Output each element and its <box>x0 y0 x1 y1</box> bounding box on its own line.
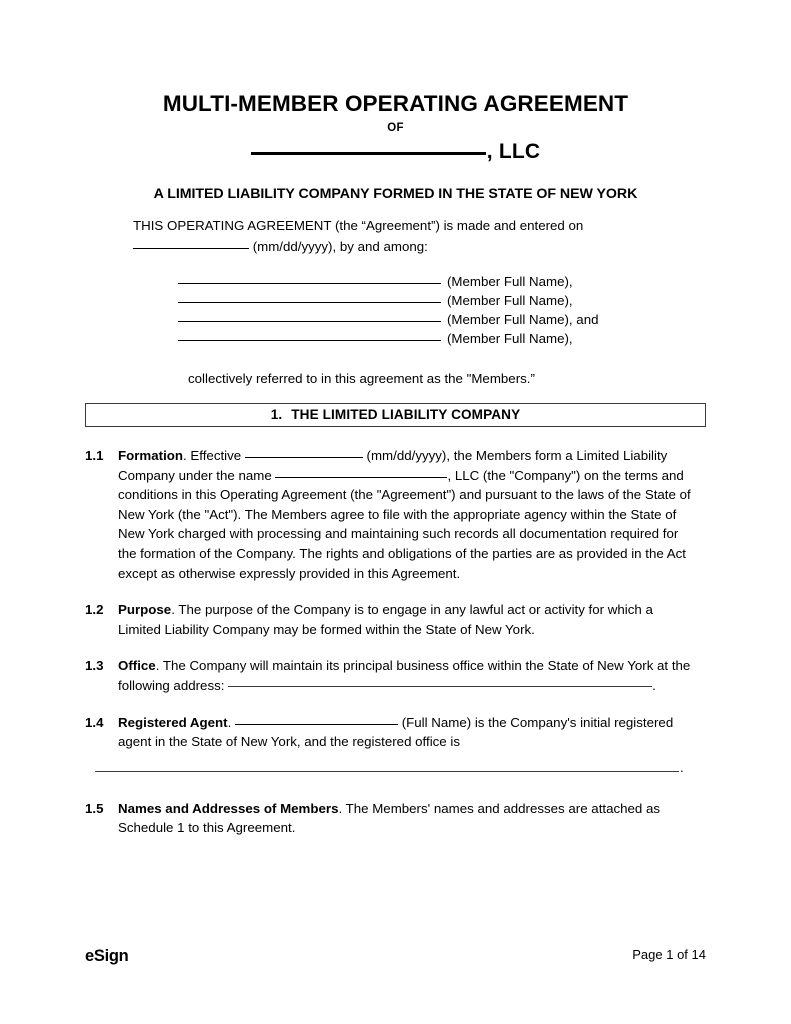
intro-line-2-suffix: (mm/dd/yyyy), by and among: <box>252 238 428 254</box>
clause-text-1-1-b: (mm/dd/yyyy), the Members form a Limited Liability Company under the name <box>118 448 668 483</box>
registered-office-line <box>118 758 699 782</box>
member-name-blank-1[interactable] <box>178 283 441 284</box>
clause-title-1-5: Names and Addresses of Members <box>118 800 339 816</box>
member-label-4: (Member Full Name), <box>447 331 573 346</box>
clause-title-1-1: Formation <box>118 448 184 463</box>
esign-logo: eSign <box>85 947 129 965</box>
member-name-blank-4[interactable] <box>178 340 441 341</box>
effective-date-blank[interactable] <box>133 248 249 249</box>
clause-text-1-5: . The Members' names and addresses are attached as Schedule 1 to this Agreement. <box>118 800 661 836</box>
registered-agent-name-blank[interactable] <box>235 724 398 725</box>
company-name-suffix: , LLC <box>486 140 541 164</box>
intro-line-1: THIS OPERATING AGREEMENT (the “Agreement”) is made and entered on <box>133 218 584 233</box>
list-item <box>178 329 598 348</box>
clause-title-1-4: Registered Agent <box>118 714 228 730</box>
member-name-blank-2[interactable] <box>178 302 441 303</box>
clause-1-5 <box>85 799 699 838</box>
page-subtitle: A LIMITED LIABILITY COMPANY FORMED IN THE STATE OF NEW YORK <box>153 186 638 203</box>
clause-text-1-2: . The purpose of the Company is to engage in any lawful act or activity for which a Limited Liability Company may be formed within the State of New York. <box>118 602 653 637</box>
clause-text-1-1-a: . Effective <box>183 448 245 463</box>
page-title: MULTI-MEMBER OPERATING AGREEMENT <box>162 91 629 116</box>
company-name-blank[interactable] <box>251 152 486 155</box>
clause-text-1-1-c: , LLC (the "Company") on the terms and conditions in this Operating Agreement (the "Agreement") and pursuant to the laws of the State of New York (the "Act"). The Members agree to file with the appropriate agency within the State of New York charged with processing and maintaining such records all documentation required for the formation of the Company. The rights and obligations of the parties are as provided in the Act except as otherwise expressly provided in this Agreement. <box>118 467 691 581</box>
section-title: THE LIMITED LIABILITY COMPANY <box>291 407 521 422</box>
clause-1-3 <box>85 656 699 695</box>
clause-number-1-5: 1.5 <box>85 800 104 816</box>
company-name-line <box>0 140 791 164</box>
member-name-blank-3[interactable] <box>178 321 441 322</box>
list-item <box>178 310 598 329</box>
clause-body-1-3 <box>118 656 699 695</box>
clause-number-1-1: 1.1 <box>85 448 104 463</box>
clause-text-1-3-a: . The Company will maintain its principal business office within the State of New York at the following address: <box>118 658 691 693</box>
page-number: Page 1 of 14 <box>632 947 706 962</box>
section-heading-box <box>85 403 706 427</box>
clause-text-1-4-c: . <box>680 759 684 775</box>
member-name-list <box>178 272 598 348</box>
clause-text-1-4-a: . <box>227 714 235 730</box>
title-block <box>0 92 791 202</box>
clause-1-1 <box>85 446 699 583</box>
member-label-1: (Member Full Name), <box>447 274 573 289</box>
title-of-label: OF <box>387 122 404 135</box>
intro-line-2 <box>133 237 693 258</box>
clause-body-1-2 <box>118 600 699 639</box>
clause-text-1-3-b: . <box>652 677 656 693</box>
clause-1-2 <box>85 600 699 639</box>
page-footer <box>85 947 706 971</box>
member-label-2: (Member Full Name), <box>447 293 573 308</box>
clause-1-4 <box>85 713 699 782</box>
clause-number-1-2: 1.2 <box>85 602 104 618</box>
formation-company-name-blank[interactable] <box>275 477 447 478</box>
formation-date-blank[interactable] <box>245 457 363 458</box>
clause-list <box>85 446 699 855</box>
clause-title-1-3: Office <box>118 658 156 674</box>
clause-number-1-3: 1.3 <box>85 658 104 674</box>
member-label-3: (Member Full Name), and <box>447 312 599 327</box>
clause-number-1-4: 1.4 <box>85 714 104 730</box>
list-item <box>178 272 598 291</box>
office-address-blank[interactable] <box>228 686 652 687</box>
section-number: 1. <box>270 407 283 422</box>
list-item <box>178 291 598 310</box>
clause-body-1-5 <box>118 799 699 838</box>
collectively-referred-text: collectively referred to in this agreement as the "Members.” <box>188 371 535 386</box>
intro-paragraph <box>133 216 693 257</box>
clause-text-1-4-b: (Full Name) is the Company's initial registered agent in the State of New York, and the registered office is <box>118 714 674 750</box>
clause-body-1-1 <box>118 446 699 583</box>
clause-title-1-2: Purpose <box>118 602 172 618</box>
registered-office-blank[interactable] <box>95 758 679 772</box>
clause-body-1-4 <box>118 713 699 752</box>
